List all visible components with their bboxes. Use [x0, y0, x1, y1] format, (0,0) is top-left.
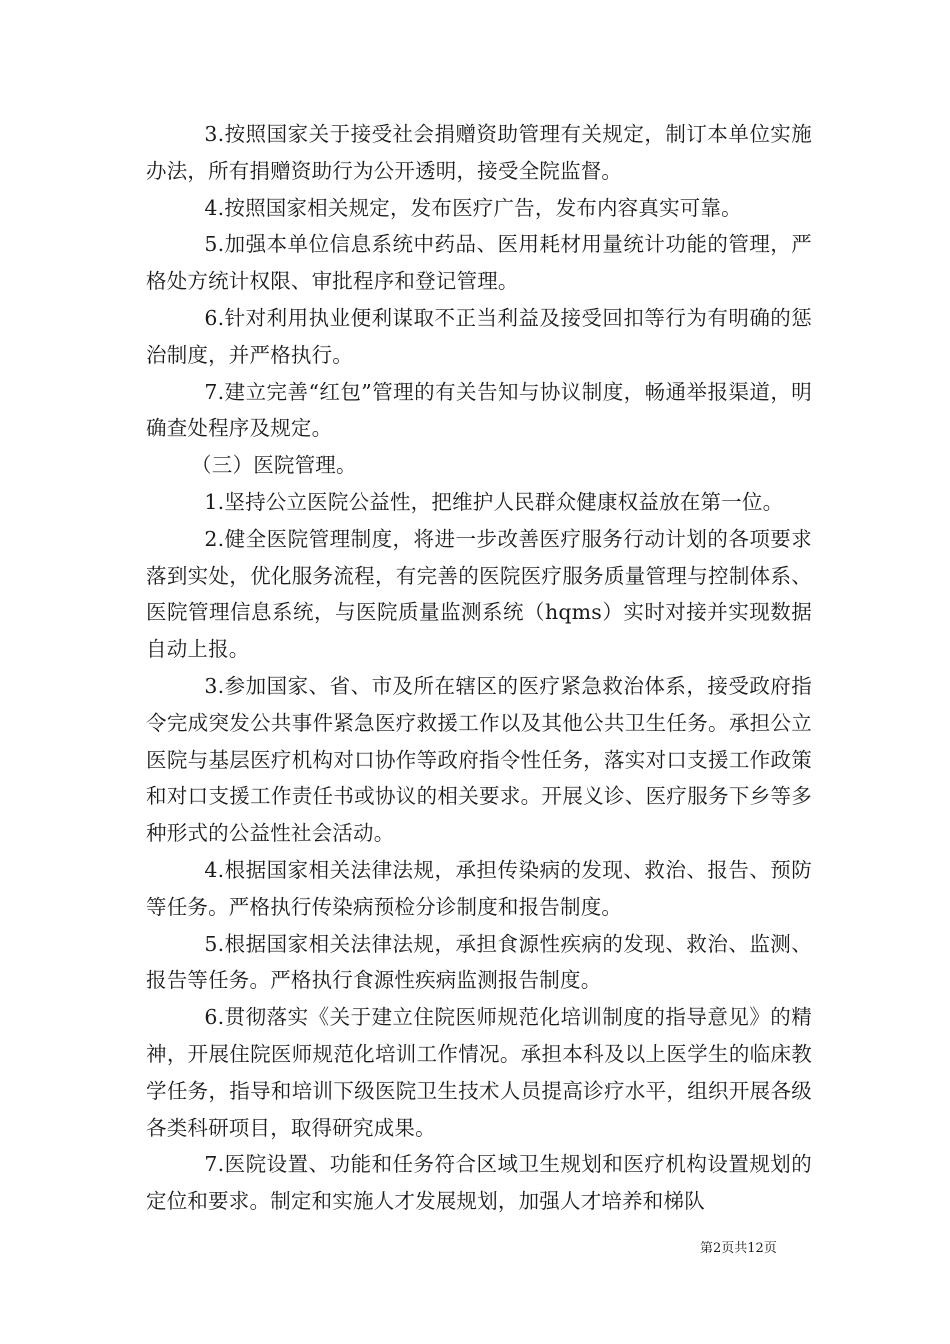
paragraph-item-1-public-welfare: 1.坚持公立医院公益性，把维护人民群众健康权益放在第一位。: [204, 489, 784, 514]
paragraph-item-7-hospital-setup: 7.医院设置、功能和任务符合区域卫生规划和医疗机构设置规划的定位和要求。制定和实施人才发展规划，加强人才培养和梯队: [146, 1152, 812, 1214]
paragraph-item-6-resident-training: 6.贯彻落实《关于建立住院医师规范化培训制度的指导意见》的精神，开展住院医师规范化培训工作情况。承担本科及以上医学生的临床教学任务，指导和培训下级医院卫生技术人员提高诊疗水平，组织开展各级各类科研项目，取得研究成果。: [146, 1005, 812, 1140]
paragraph-item-5-information-system: 5.加强本单位信息系统中药品、医用耗材用量统计功能的管理，严格处方统计权限、审批程序和登记管理。: [146, 232, 812, 294]
page-number-footer: 第2页共12页: [700, 1241, 777, 1256]
paragraph-item-2-management-system: 2.健全医院管理制度，将进一步改善医疗服务行动计划的各项要求落到实处，优化服务流程，有完善的医院医疗服务质量管理与控制体系、医院管理信息系统，与医院质量监测系统（hqms）实时对接并实现数据自动上报。: [146, 526, 812, 662]
paragraph-item-7-red-envelope: 7.建立完善“红包”管理的有关告知与协议制度，畅通举报渠道，明确查处程序及规定。: [146, 379, 812, 441]
paragraph-item-3-emergency: 3.参加国家、省、市及所在辖区的医疗紧急救治体系，接受政府指令完成突发公共事件紧急医疗救援工作以及其他公共卫生任务。承担公立医院与基层医疗机构对口协作等政府指令性任务，落实对口支援工作政策和对口支援工作责任书或协议的相关要求。开展义诊、医疗服务下乡等多种形式的公益性社会活动。: [146, 673, 812, 846]
paragraph-item-3-donations: 3.按照国家关于接受社会捐赠资助管理有关规定，制订本单位实施办法，所有捐赠资助行为公开透明，接受全院监督。: [146, 122, 812, 183]
document-body: [146, 116, 812, 1220]
paragraph-item-5-foodborne-disease: 5.根据国家相关法律法规，承担食源性疾病的发现、救治、监测、报告等任务。严格执行食源性疾病监测报告制度。: [146, 931, 812, 993]
paragraph-item-6-punishment: 6.针对利用执业便利谋取不正当利益及接受回扣等行为有明确的惩治制度，并严格执行。: [146, 305, 812, 367]
section-heading-hospital-management: （三）医院管理。: [191, 453, 357, 478]
paragraph-item-4-advertising: 4.按照国家相关规定，发布医疗广告，发布内容真实可靠。: [204, 195, 742, 220]
paragraph-item-4-infectious-disease: 4.根据国家相关法律法规，承担传染病的发现、救治、报告、预防等任务。严格执行传染病预检分诊制度和报告制度。: [146, 857, 812, 919]
